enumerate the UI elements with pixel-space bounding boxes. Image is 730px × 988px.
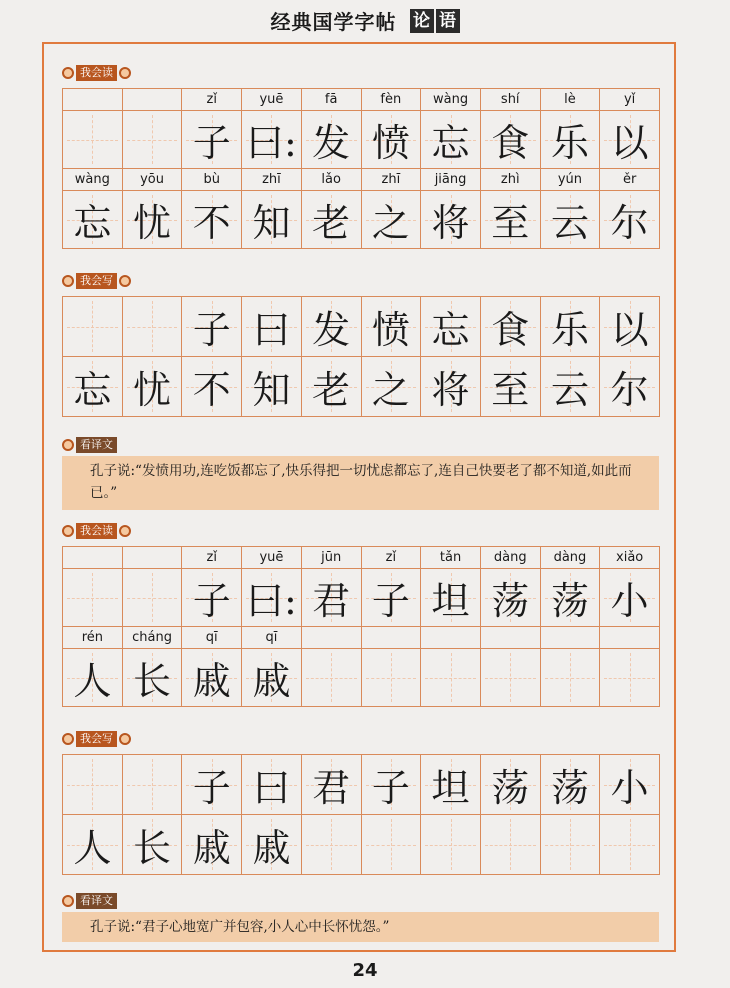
writing-cell[interactable] [481, 297, 541, 357]
character-text: 将 [431, 201, 470, 245]
tracing-character: 子 [192, 766, 231, 810]
character-text: 子 [192, 121, 231, 165]
pinyin-cell: yuē [242, 547, 302, 569]
character-text: 至 [491, 201, 530, 245]
writing-cell[interactable] [362, 815, 422, 875]
pinyin-cell: cháng [123, 627, 183, 649]
read-label [62, 522, 131, 540]
writing-cell[interactable] [362, 755, 422, 815]
book-badge [408, 9, 460, 33]
read-label-text: 我会读 [76, 65, 117, 81]
tracing-character: 愤 [371, 308, 410, 352]
tracing-character: 人 [73, 826, 112, 870]
character-text: 忘 [73, 201, 112, 245]
read-label [62, 64, 131, 82]
writing-cell[interactable] [362, 357, 422, 417]
character-cell [481, 649, 541, 707]
character-cell [302, 569, 362, 627]
read-grid-1 [62, 88, 660, 249]
pinyin-cell [63, 89, 123, 111]
pinyin-cell [481, 627, 541, 649]
character-cell [302, 191, 362, 249]
pinyin-cell: zǐ [362, 547, 422, 569]
writing-cell[interactable] [123, 297, 183, 357]
tracing-character: 食 [491, 308, 530, 352]
pinyin-cell: rén [63, 627, 123, 649]
pinyin-cell: fèn [362, 89, 422, 111]
writing-cell[interactable] [242, 297, 302, 357]
character-cell [541, 569, 601, 627]
tracing-character: 不 [192, 368, 231, 412]
tracing-character: 子 [371, 766, 410, 810]
pinyin-cell: lǎo [302, 169, 362, 191]
pinyin-cell: zhì [481, 169, 541, 191]
tracing-character: 尔 [610, 368, 649, 412]
writing-cell[interactable] [182, 357, 242, 417]
character-cell [541, 649, 601, 707]
character-text: 尔 [610, 201, 649, 245]
character-text: 曰: [246, 579, 297, 623]
writing-cell[interactable] [600, 357, 660, 417]
character-text: 戚 [192, 659, 231, 703]
pinyin-cell [421, 627, 481, 649]
page-header [0, 6, 730, 36]
write-label [62, 730, 131, 748]
write-label [62, 272, 131, 290]
character-cell [123, 649, 183, 707]
pinyin-cell: zhī [242, 169, 302, 191]
character-cell [362, 111, 422, 169]
character-text: 荡 [550, 579, 589, 623]
character-cell [63, 569, 123, 627]
character-text: 之 [371, 201, 410, 245]
writing-cell[interactable] [421, 815, 481, 875]
character-text: 知 [252, 201, 291, 245]
writing-cell[interactable] [242, 755, 302, 815]
character-cell [541, 111, 601, 169]
tracing-character: 荡 [491, 766, 530, 810]
pinyin-cell [123, 547, 183, 569]
character-text: 云 [550, 201, 589, 245]
pinyin-cell [362, 627, 422, 649]
character-cell [182, 191, 242, 249]
writing-cell[interactable] [362, 297, 422, 357]
pinyin-cell [123, 89, 183, 111]
writing-cell[interactable] [123, 755, 183, 815]
pinyin-cell: fā [302, 89, 362, 111]
character-cell [123, 191, 183, 249]
pinyin-cell: shí [481, 89, 541, 111]
writing-cell[interactable] [242, 815, 302, 875]
writing-cell[interactable] [302, 755, 362, 815]
pinyin-cell: yǐ [600, 89, 660, 111]
translate-label-text: 看译文 [76, 893, 117, 909]
writing-cell[interactable] [302, 815, 362, 875]
character-text: 曰: [246, 121, 297, 165]
character-text: 荡 [491, 579, 530, 623]
writing-cell[interactable] [182, 297, 242, 357]
character-cell [123, 569, 183, 627]
character-cell [63, 111, 123, 169]
pinyin-cell: yōu [123, 169, 183, 191]
read-label-text: 我会读 [76, 523, 117, 539]
character-cell [182, 569, 242, 627]
tracing-character: 将 [431, 368, 470, 412]
character-cell [63, 191, 123, 249]
translate-label [62, 892, 119, 910]
writing-cell[interactable] [481, 357, 541, 417]
pinyin-cell: yuē [242, 89, 302, 111]
pinyin-cell [63, 547, 123, 569]
character-text: 愤 [371, 121, 410, 165]
character-cell [63, 649, 123, 707]
character-cell [302, 111, 362, 169]
pinyin-cell: wàng [63, 169, 123, 191]
tracing-character: 君 [312, 766, 351, 810]
character-text: 戚 [252, 659, 291, 703]
character-cell [421, 111, 481, 169]
character-cell [600, 569, 660, 627]
character-text: 子 [192, 579, 231, 623]
writing-cell[interactable] [600, 297, 660, 357]
tracing-character: 忘 [431, 308, 470, 352]
writing-cell[interactable] [541, 755, 601, 815]
pinyin-cell: xiǎo [600, 547, 660, 569]
character-cell [302, 649, 362, 707]
character-text: 乐 [550, 121, 589, 165]
translation-2: 孔子说:“君子心地宽广并包容,小人心中长怀忧怨。” [62, 912, 659, 942]
pinyin-cell: jūn [302, 547, 362, 569]
character-cell [481, 111, 541, 169]
pinyin-cell [302, 627, 362, 649]
pinyin-cell: bù [182, 169, 242, 191]
ornament-icon [119, 67, 131, 79]
tracing-character: 戚 [252, 826, 291, 870]
writing-cell[interactable] [182, 755, 242, 815]
translate-label-text: 看译文 [76, 437, 117, 453]
character-cell [541, 191, 601, 249]
tracing-character: 戚 [192, 826, 231, 870]
character-text: 长 [133, 659, 172, 703]
pinyin-cell: tǎn [421, 547, 481, 569]
character-cell [600, 111, 660, 169]
writing-cell[interactable] [481, 815, 541, 875]
ornament-icon [62, 895, 74, 907]
pinyin-cell: zǐ [182, 547, 242, 569]
write-grid-2 [62, 754, 660, 875]
book-title: 经典国学字帖 [270, 10, 397, 34]
tracing-character: 以 [610, 308, 649, 352]
writing-cell[interactable] [421, 297, 481, 357]
character-cell [182, 111, 242, 169]
writing-cell[interactable] [600, 815, 660, 875]
character-text: 小 [610, 579, 649, 623]
pinyin-cell [600, 627, 660, 649]
writing-cell[interactable] [63, 815, 123, 875]
character-text: 老 [312, 201, 351, 245]
character-cell [421, 649, 481, 707]
character-cell [600, 191, 660, 249]
writing-cell[interactable] [421, 357, 481, 417]
pinyin-cell: jiāng [421, 169, 481, 191]
pinyin-cell: dàng [481, 547, 541, 569]
tracing-character: 云 [550, 368, 589, 412]
pinyin-cell: yún [541, 169, 601, 191]
pinyin-cell: lè [541, 89, 601, 111]
writing-cell[interactable] [63, 357, 123, 417]
writing-cell[interactable] [242, 357, 302, 417]
writing-cell[interactable] [481, 755, 541, 815]
pinyin-cell [541, 627, 601, 649]
character-text: 不 [192, 201, 231, 245]
character-cell [242, 649, 302, 707]
writing-cell[interactable] [302, 357, 362, 417]
character-cell [182, 649, 242, 707]
pinyin-cell: zhī [362, 169, 422, 191]
pinyin-cell: ěr [600, 169, 660, 191]
tracing-character: 发 [312, 308, 351, 352]
ornament-icon [119, 733, 131, 745]
character-cell [421, 569, 481, 627]
tracing-character: 至 [491, 368, 530, 412]
writing-cell[interactable] [302, 297, 362, 357]
character-text: 子 [371, 579, 410, 623]
badge-char-1: 论 [410, 9, 434, 33]
character-text: 坦 [431, 579, 470, 623]
badge-char-2: 语 [436, 9, 460, 33]
page-number: 24 [352, 960, 378, 981]
writing-cell[interactable] [541, 815, 601, 875]
tracing-character: 荡 [550, 766, 589, 810]
character-text: 忧 [133, 201, 172, 245]
character-text: 忘 [431, 121, 470, 165]
character-cell [362, 649, 422, 707]
character-cell [481, 569, 541, 627]
pinyin-cell: dàng [541, 547, 601, 569]
character-cell [242, 111, 302, 169]
writing-cell[interactable] [63, 297, 123, 357]
tracing-character: 忘 [73, 368, 112, 412]
character-cell [600, 649, 660, 707]
pinyin-cell: wàng [421, 89, 481, 111]
character-cell [421, 191, 481, 249]
character-text: 君 [312, 579, 351, 623]
tracing-character: 小 [610, 766, 649, 810]
pinyin-cell: qī [242, 627, 302, 649]
tracing-character: 长 [133, 826, 172, 870]
writing-cell[interactable] [600, 755, 660, 815]
pinyin-cell: zǐ [182, 89, 242, 111]
character-text: 人 [73, 659, 112, 703]
character-text: 发 [312, 121, 351, 165]
character-cell [362, 569, 422, 627]
ornament-icon [119, 275, 131, 287]
tracing-character: 乐 [550, 308, 589, 352]
write-grid-1 [62, 296, 660, 417]
ornament-icon [62, 275, 74, 287]
character-cell [242, 191, 302, 249]
writing-cell[interactable] [123, 357, 183, 417]
character-cell [362, 191, 422, 249]
ornament-icon [119, 525, 131, 537]
ornament-icon [62, 439, 74, 451]
tracing-character: 老 [312, 368, 351, 412]
writing-cell[interactable] [123, 815, 183, 875]
tracing-character: 子 [192, 308, 231, 352]
pinyin-cell: qī [182, 627, 242, 649]
ornament-icon [62, 67, 74, 79]
character-cell [123, 111, 183, 169]
character-cell [242, 569, 302, 627]
character-text: 以 [610, 121, 649, 165]
write-label-text: 我会写 [76, 273, 117, 289]
tracing-character: 坦 [431, 766, 470, 810]
ornament-icon [62, 733, 74, 745]
writing-cell[interactable] [541, 297, 601, 357]
tracing-character: 曰 [252, 308, 291, 352]
writing-cell[interactable] [421, 755, 481, 815]
tracing-character: 曰 [252, 766, 291, 810]
writing-cell[interactable] [182, 815, 242, 875]
character-text: 食 [491, 121, 530, 165]
tracing-character: 忧 [133, 368, 172, 412]
read-grid-2 [62, 546, 660, 707]
writing-cell[interactable] [541, 357, 601, 417]
tracing-character: 之 [371, 368, 410, 412]
writing-cell[interactable] [63, 755, 123, 815]
write-label-text: 我会写 [76, 731, 117, 747]
tracing-character: 知 [252, 368, 291, 412]
translate-label [62, 436, 119, 454]
translation-1: 孔子说:“发愤用功,连吃饭都忘了,快乐得把一切忧虑都忘了,连自己快要老了都不知道,如此而已。” [62, 456, 659, 510]
character-cell [481, 191, 541, 249]
ornament-icon [62, 525, 74, 537]
